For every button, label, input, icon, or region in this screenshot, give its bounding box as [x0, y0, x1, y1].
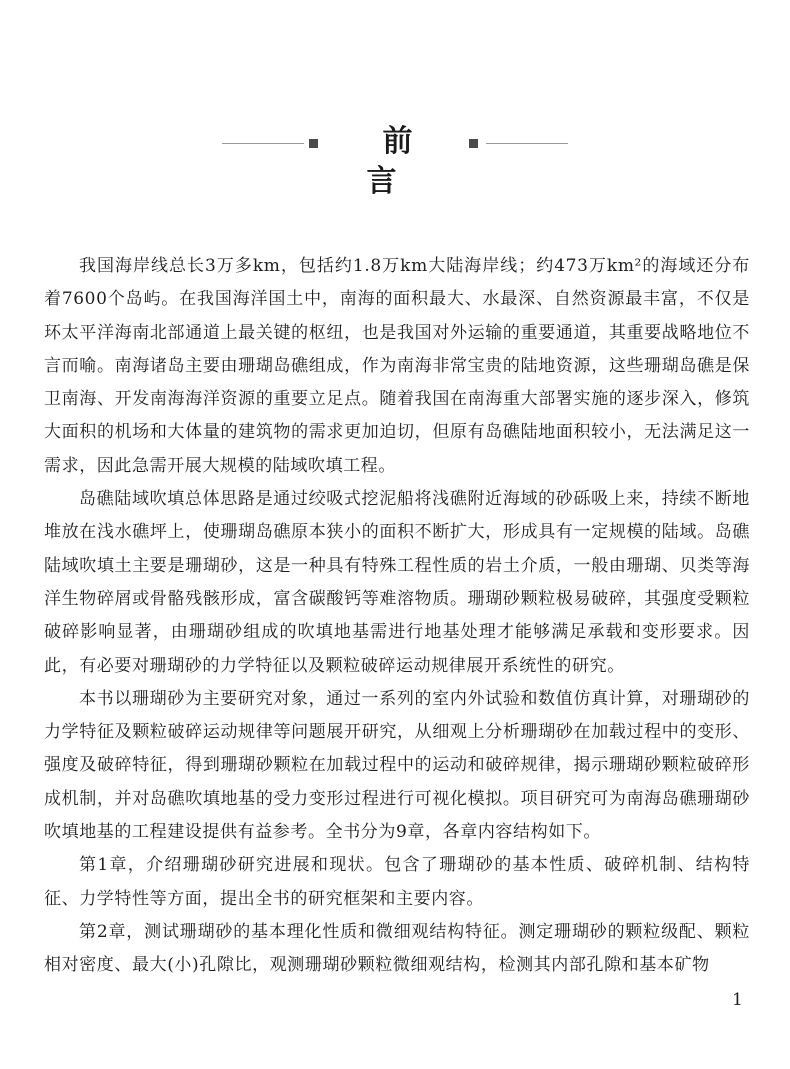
heading-square-right: [469, 139, 478, 148]
paragraph: 第2章，测试珊瑚砂的基本理化性质和微细观结构特征。测定珊瑚砂的颗粒级配、颗粒相对密度、最大(小)孔隙比，观测珊瑚砂颗粒微细观结构，检测其内部孔隙和基本矿物: [44, 921, 750, 976]
body-text: [44, 250, 750, 983]
paragraph: 岛礁陆域吹填总体思路是通过绞吸式挖泥船将浅礁附近海域的砂砾吸上来，持续不断地堆放在浅水礁坪上，使珊瑚岛礁原本狭小的面积不断扩大，形成具有一定规模的陆域。岛礁陆域吹填土主要是珊瑚砂，这是一种具有特殊工程性质的岩土介质，一般由珊瑚、贝类等海洋生物碎屑或骨骼残骸形成，富含碳酸钙等难溶物质。珊瑚砂颗粒极易破碎，其强度受颗粒破碎影响显著，由珊瑚砂组成的吹填地基需进行地基处理才能够满足承载和变形要求。因此，有必要对珊瑚砂的力学特征以及颗粒破碎运动规律展开系统性的研究。: [44, 489, 750, 676]
paragraph: 我国海岸线总长3万多km，包括约1.8万km大陆海岸线；约473万km²的海域还分布着7600个岛屿。在我国海洋国土中，南海的面积最大、水最深、自然资源最丰富，不仅是环太平洋海南北部通道上最关键的枢纽，也是我国对外运输的重要通道，其重要战略地位不言而喻。南海诸岛主要由珊瑚岛礁组成，作为南海非常宝贵的陆地资源，这些珊瑚岛礁是保卫南海、开发南海海洋资源的重要立足点。随着我国在南海重大部署实施的逐步深入，修筑大面积的机场和大体量的建筑物的需求更加迫切，但原有岛礁陆地面积较小，无法满足这一需求，因此急需开展大规模的陆域吹填工程。: [44, 256, 750, 476]
chapter-heading: [0, 124, 790, 199]
heading-rule-left: [222, 143, 304, 144]
page-number: 1: [732, 990, 743, 1010]
paragraph: 本书以珊瑚砂为主要研究对象，通过一系列的室内外试验和数值仿真计算，对珊瑚砂的力学特征及颗粒破碎运动规律等问题展开研究，从细观上分析珊瑚砂在加载过程中的变形、强度及破碎特征，得到珊瑚砂颗粒在加载过程中的运动和破碎规律，揭示珊瑚砂颗粒破碎形成机制，并对岛礁吹填地基的受力变形过程进行可视化模拟。项目研究可为南海岛礁珊瑚砂吹填地基的工程建设提供有益参考。全书分为9章，各章内容结构如下。: [44, 688, 750, 843]
heading-rule-right: [486, 143, 568, 144]
page-title: 前言: [366, 124, 445, 199]
heading-square-left: [309, 139, 318, 148]
paragraph: 第1章，介绍珊瑚砂研究进展和现状。包含了珊瑚砂的基本性质、破碎机制、结构特征、力学特性等方面，提出全书的研究框架和主要内容。: [44, 855, 750, 909]
